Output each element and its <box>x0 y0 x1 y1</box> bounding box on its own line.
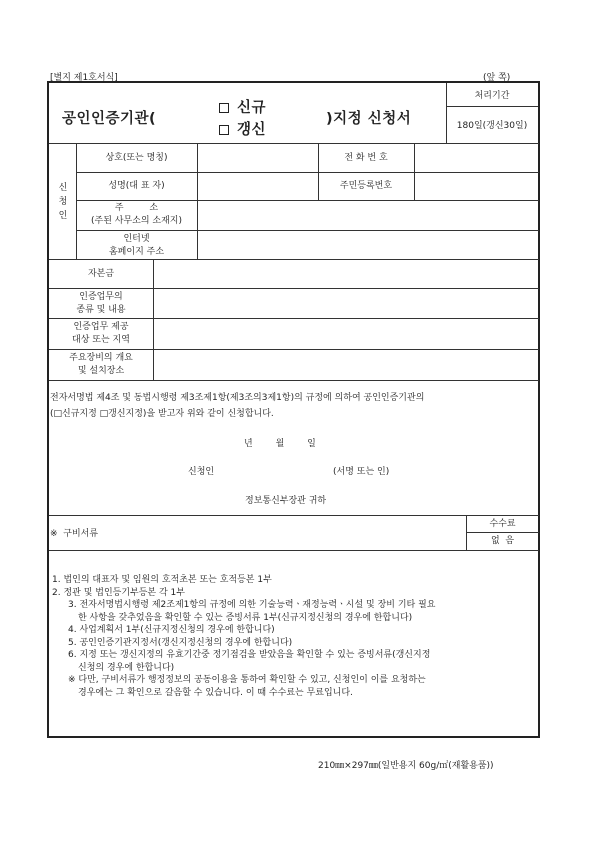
option-new[interactable]: 신규 <box>219 96 266 117</box>
list-item: 신청의 경우에 한합니다) <box>78 662 175 673</box>
applicant-sign-label: 신청인 <box>188 467 215 477</box>
list-item: 3. 전자서명법시행령 제2조제1항의 규정에 의한 기술능력ㆍ재정능력ㆍ시설 및 장비 기타 필요 <box>68 600 436 610</box>
list-item: 1. 법인의 대표자 및 임원의 호적초본 또는 호적등본 1부 <box>52 575 272 585</box>
equipment-field[interactable] <box>154 350 538 379</box>
required-docs-label: ※ 구비서류 <box>50 529 99 539</box>
page-side: (앞 쪽) <box>483 73 511 83</box>
proc-hline <box>446 106 538 107</box>
statement-line1: 전자서명법 제4조 및 동법시행령 제3조제1항(제3조의3제1항)의 규정에 의하여 공인인증기관의 <box>50 393 425 403</box>
list-item: 6. 지정 또는 갱신지정의 유효기간중 정기점검을 받았음을 확인할 수 있는 증빙서류(갱신지정 <box>68 650 431 660</box>
target-label: 인증업무 제공 <box>73 322 129 332</box>
rule <box>49 550 539 551</box>
list-item: 5. 공인인증기관지정서(갱신지정신청의 경우에 한합니다) <box>68 637 293 648</box>
list-item: 한 사항을 갖추었음을 확인할 수 있는 증빙서류 1부(신규지정신청의 경우에 한합니다) <box>78 612 413 623</box>
docs-list <box>52 574 435 699</box>
applicant-group-label: 신청인 <box>58 183 68 221</box>
title-suffix: )지정 신청서 <box>326 111 412 127</box>
processing-label: 처리기간 <box>474 91 510 101</box>
equipment-sublabel: 및 설치장소 <box>77 366 125 376</box>
date-line: 년 월 일 <box>244 439 316 449</box>
option-renew[interactable]: 갱신 <box>219 118 266 139</box>
list-item: ※ 다만, 구비서류가 행정정보의 공동이용을 통하여 확인할 수 있고, 신청인이 이를 요청하는 <box>68 675 426 685</box>
phone-field[interactable] <box>415 144 538 171</box>
paper-size-note: 210㎜×297㎜(일반용지 60g/㎡(재활용품)) <box>318 761 494 771</box>
fee-value: 없 음 <box>490 536 515 546</box>
name-field[interactable] <box>198 144 317 171</box>
website-field[interactable] <box>198 231 538 258</box>
form-number: [별지 제1호서식] <box>50 73 118 83</box>
statement-line2: (□신규지정 □갱신지정)을 받고자 위와 같이 신청합니다. <box>50 409 274 419</box>
target-field[interactable] <box>154 319 538 348</box>
addressee: 정보통신부장관 귀하 <box>245 496 327 506</box>
duty-label: 인증업무의 <box>79 292 123 302</box>
id-number-field[interactable] <box>415 173 538 199</box>
representative-field[interactable] <box>198 173 317 199</box>
processing-value: 180일(갱신30일) <box>456 121 528 131</box>
capital-field[interactable] <box>154 260 538 287</box>
equipment-label: 주요장비의 개요 <box>69 353 133 363</box>
phone-label: 전 화 번 호 <box>344 153 388 163</box>
address-sublabel: (주된 사무소의 소재지) <box>91 216 182 226</box>
duty-field[interactable] <box>154 289 538 317</box>
address-field[interactable] <box>198 201 538 229</box>
target-sublabel: 대상 또는 지역 <box>72 335 130 345</box>
checkbox-renew[interactable] <box>219 125 229 135</box>
list-item: 4. 사업계획서 1부(신규지정신청의 경우에 한합니다) <box>68 625 275 635</box>
representative-label: 성명(대 표 자) <box>108 181 165 191</box>
list-item: 경우에는 그 확인으로 갈음할 수 있습니다. 이 때 수수료는 무료입니다. <box>78 687 353 698</box>
duty-sublabel: 종류 및 내용 <box>76 305 126 315</box>
rule <box>466 532 539 533</box>
rule <box>49 380 539 381</box>
capital-label: 자본금 <box>87 269 115 279</box>
fee-label: 수수료 <box>489 519 516 529</box>
title-prefix: 공인인증기관( <box>62 111 157 127</box>
signature-hint: (서명 또는 인) <box>333 467 390 477</box>
address-label: 주 소 <box>114 203 159 213</box>
list-item: 2. 정관 및 법인등기부등본 각 1부 <box>52 587 185 598</box>
website-label: 인터넷 <box>123 234 150 244</box>
website-sublabel: 홈페이지 주소 <box>108 247 165 257</box>
id-number-label: 주민등록번호 <box>339 181 393 191</box>
name-label: 상호(또는 명칭) <box>105 153 168 163</box>
checkbox-new[interactable] <box>219 103 229 113</box>
